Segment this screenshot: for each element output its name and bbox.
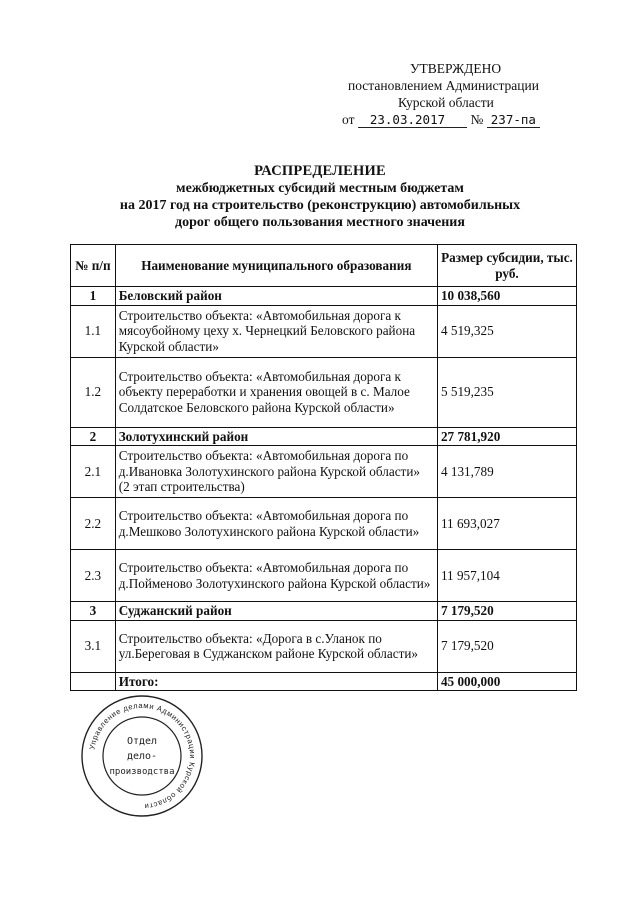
- table-row: [71, 602, 577, 621]
- date-prefix: от: [342, 112, 355, 127]
- table-total-row: [71, 672, 577, 691]
- table-row: [71, 357, 577, 427]
- approval-line1: постановлением Администрации: [348, 78, 539, 93]
- table-row: [71, 550, 577, 602]
- subsidy-table: [70, 244, 577, 691]
- header-amount: Размер субсидии, тыс. руб.: [437, 245, 576, 287]
- approval-date: 23.03.2017: [358, 112, 467, 128]
- table-row: [71, 620, 577, 672]
- approval-number: 237-па: [487, 112, 540, 128]
- row-amount: 10 038,560: [437, 287, 576, 306]
- row-amount: 5 519,235: [437, 357, 576, 427]
- table-row: [71, 287, 577, 306]
- row-num: 1.1: [71, 305, 116, 357]
- row-name: Золотухинский район: [115, 427, 437, 446]
- row-name: Строительство объекта: «Автомобильная дорога к мясоубойному цеху х. Чернецкий Беловского района Курской области»: [115, 305, 437, 357]
- row-amount: 4 131,789: [437, 446, 576, 498]
- row-num: 3: [71, 602, 116, 621]
- row-name: Строительство объекта: «Автомобильная дорога к объекту переработки и хранения овощей в с. Малое Солдатское Беловского района Курской области»: [115, 357, 437, 427]
- row-amount: 7 179,520: [437, 620, 576, 672]
- table-row: [71, 498, 577, 550]
- title-line3: дорог общего пользования местного значения: [175, 215, 465, 230]
- title-line2: на 2017 год на строительство (реконструкцию) автомобильных: [119, 198, 521, 213]
- table-row: [71, 305, 577, 357]
- title-main: РАСПРЕДЕЛЕНИЕ: [254, 163, 386, 179]
- approval-date-line: [330, 111, 610, 128]
- row-name: Строительство объекта: «Дорога в с.Уланок по ул.Береговая в Суджанском районе Курской области»: [115, 620, 437, 672]
- row-num: 1: [71, 287, 116, 306]
- number-prefix: №: [470, 112, 484, 127]
- row-name: Беловский район: [115, 287, 437, 306]
- row-num: 2.3: [71, 550, 116, 602]
- approval-block: [330, 60, 610, 128]
- row-name: Суджанский район: [115, 602, 437, 621]
- document-title: [0, 163, 640, 231]
- table-row: [71, 427, 577, 446]
- office-stamp: [78, 692, 206, 820]
- total-num-cell: [71, 672, 116, 691]
- row-num: 1.2: [71, 357, 116, 427]
- total-label: Итого:: [115, 672, 437, 691]
- row-num: 2: [71, 427, 116, 446]
- approval-line2: Курской области: [398, 95, 494, 110]
- row-num: 2.1: [71, 446, 116, 498]
- header-name: Наименование муниципального образования: [115, 245, 437, 287]
- title-line1: межбюджетных субсидий местным бюджетам: [176, 181, 464, 196]
- row-amount: 27 781,920: [437, 427, 576, 446]
- row-num: 3.1: [71, 620, 116, 672]
- row-amount: 7 179,520: [437, 602, 576, 621]
- stamp-inner-line2: дело-: [126, 751, 158, 762]
- header-num: № п/п: [71, 245, 116, 287]
- stamp-inner-line3: производства: [109, 767, 175, 777]
- approval-heading: УТВЕРЖДЕНО: [410, 61, 502, 76]
- stamp-inner-line1: Отдел: [126, 736, 158, 747]
- table-header-row: [71, 245, 577, 287]
- row-amount: 11 957,104: [437, 550, 576, 602]
- row-num: 2.2: [71, 498, 116, 550]
- total-amount: 45 000,000: [437, 672, 576, 691]
- row-name: Строительство объекта: «Автомобильная дорога по д.Мешково Золотухинского района Курской области»: [115, 498, 437, 550]
- row-amount: 11 693,027: [437, 498, 576, 550]
- row-amount: 4 519,325: [437, 305, 576, 357]
- stamp-ring-text: Управление делами Администрации Курской области: [87, 700, 198, 812]
- table-row: [71, 446, 577, 498]
- row-name: Строительство объекта: «Автомобильная дорога по д.Пойменово Золотухинского района Курской области»: [115, 550, 437, 602]
- row-name: Строительство объекта: «Автомобильная дорога по д.Ивановка Золотухинского района Курской области» (2 этап строительства): [115, 446, 437, 498]
